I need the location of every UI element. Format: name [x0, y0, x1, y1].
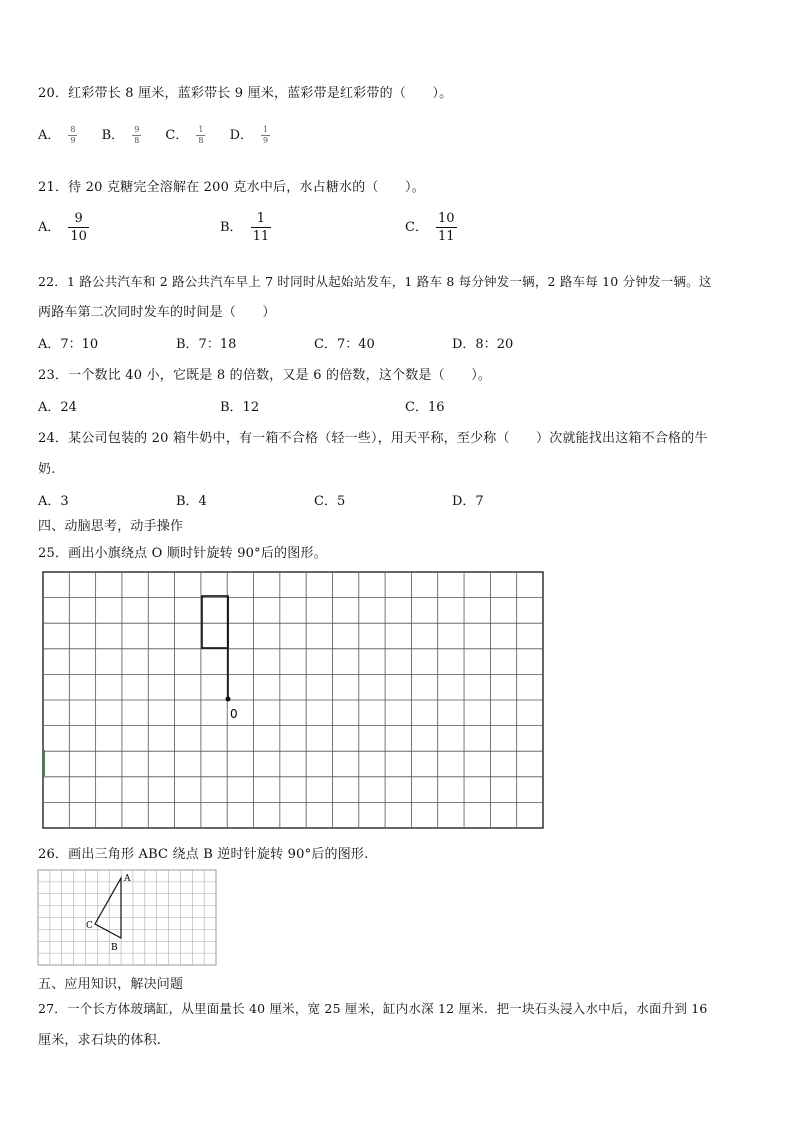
- q24-option-c[interactable]: C．5: [314, 494, 346, 509]
- point-o: [226, 697, 231, 702]
- q22-text-line1: 22．1 路公共汽车和 2 路公共汽车早上 7 时同时从起始站发车，1 路车 8 每分钟发一辆，2 路车每 10 分钟发一辆。这: [38, 274, 712, 289]
- q23-option-c[interactable]: C．16: [405, 400, 445, 415]
- q20-options: [38, 124, 270, 145]
- q20-text: 20．红彩带长 8 厘米，蓝彩带长 9 厘米，蓝彩带是红彩带的（ ）。: [38, 86, 453, 101]
- q23-option-a[interactable]: A．24: [38, 400, 77, 415]
- section-five-heading: 五、应用知识，解决问题: [38, 977, 184, 992]
- q26-rotation-grid[interactable]: [37, 868, 219, 968]
- q24-option-d[interactable]: D．7: [452, 494, 484, 509]
- q22-option-a[interactable]: A．7：10: [38, 337, 99, 352]
- q24-text-line2: 奶.: [38, 462, 56, 477]
- vertex-b-label: B: [111, 943, 118, 953]
- q24-option-b[interactable]: B．4: [176, 494, 207, 509]
- q25-rotation-grid[interactable]: [40, 568, 548, 832]
- q21-text: 21．待 20 克糖完全溶解在 200 克水中后，水占糖水的（ ）。: [38, 180, 425, 195]
- q26-text: 26．画出三角形 ABC 绕点 B 逆时针旋转 90°后的图形.: [38, 847, 369, 862]
- q27-text-line2: 厘米，求石块的体积.: [38, 1033, 162, 1048]
- point-o-label: 0: [230, 707, 238, 721]
- q21-option-c[interactable]: C． $\frac{10}{11}$: [405, 211, 455, 244]
- q24-option-a[interactable]: A．3: [38, 494, 69, 509]
- vertex-c-label: C: [86, 921, 93, 931]
- q23-option-b[interactable]: B．12: [220, 400, 260, 415]
- vertex-a-label: A: [124, 874, 131, 884]
- q21-option-a[interactable]: A． $\frac{9}{10}$: [38, 211, 87, 244]
- q24-text-line1: 24．某公司包装的 20 箱牛奶中，有一箱不合格（轻一些），用天平称，至少称（ ）次就能找出这箱不合格的牛: [38, 431, 708, 446]
- q20-option-c[interactable]: C． $\frac{1}{8}$: [165, 125, 204, 145]
- q22-text-line2: 两路车第二次同时发车的时间是（ ）: [38, 305, 276, 320]
- q23-text: 23．一个数比 40 小，它既是 8 的倍数，又是 6 的倍数，这个数是（ ）。: [38, 368, 492, 383]
- q20-option-b[interactable]: B． $\frac{9}{8}$: [101, 125, 140, 145]
- q22-option-b[interactable]: B．7：18: [176, 337, 237, 352]
- q25-text: 25．画出小旗绕点 O 顺时针旋转 90°后的图形。: [38, 546, 327, 561]
- q20-option-a[interactable]: A． $\frac{8}{9}$: [38, 125, 76, 145]
- q22-option-d[interactable]: D．8：20: [452, 337, 514, 352]
- q22-option-c[interactable]: C．7：40: [314, 337, 375, 352]
- q27-text-line1: 27．一个长方体玻璃缸，从里面量长 40 厘米，宽 25 厘米，缸内水深 12 厘米．把一块石头浸入水中后，水面升到 16: [38, 1001, 708, 1016]
- q20-option-d[interactable]: D． $\frac{1}{9}$: [229, 125, 269, 145]
- section-four-heading: 四、动脑思考，动手操作: [38, 519, 184, 534]
- q21-option-b[interactable]: B． $\frac{1}{11}$: [220, 211, 270, 244]
